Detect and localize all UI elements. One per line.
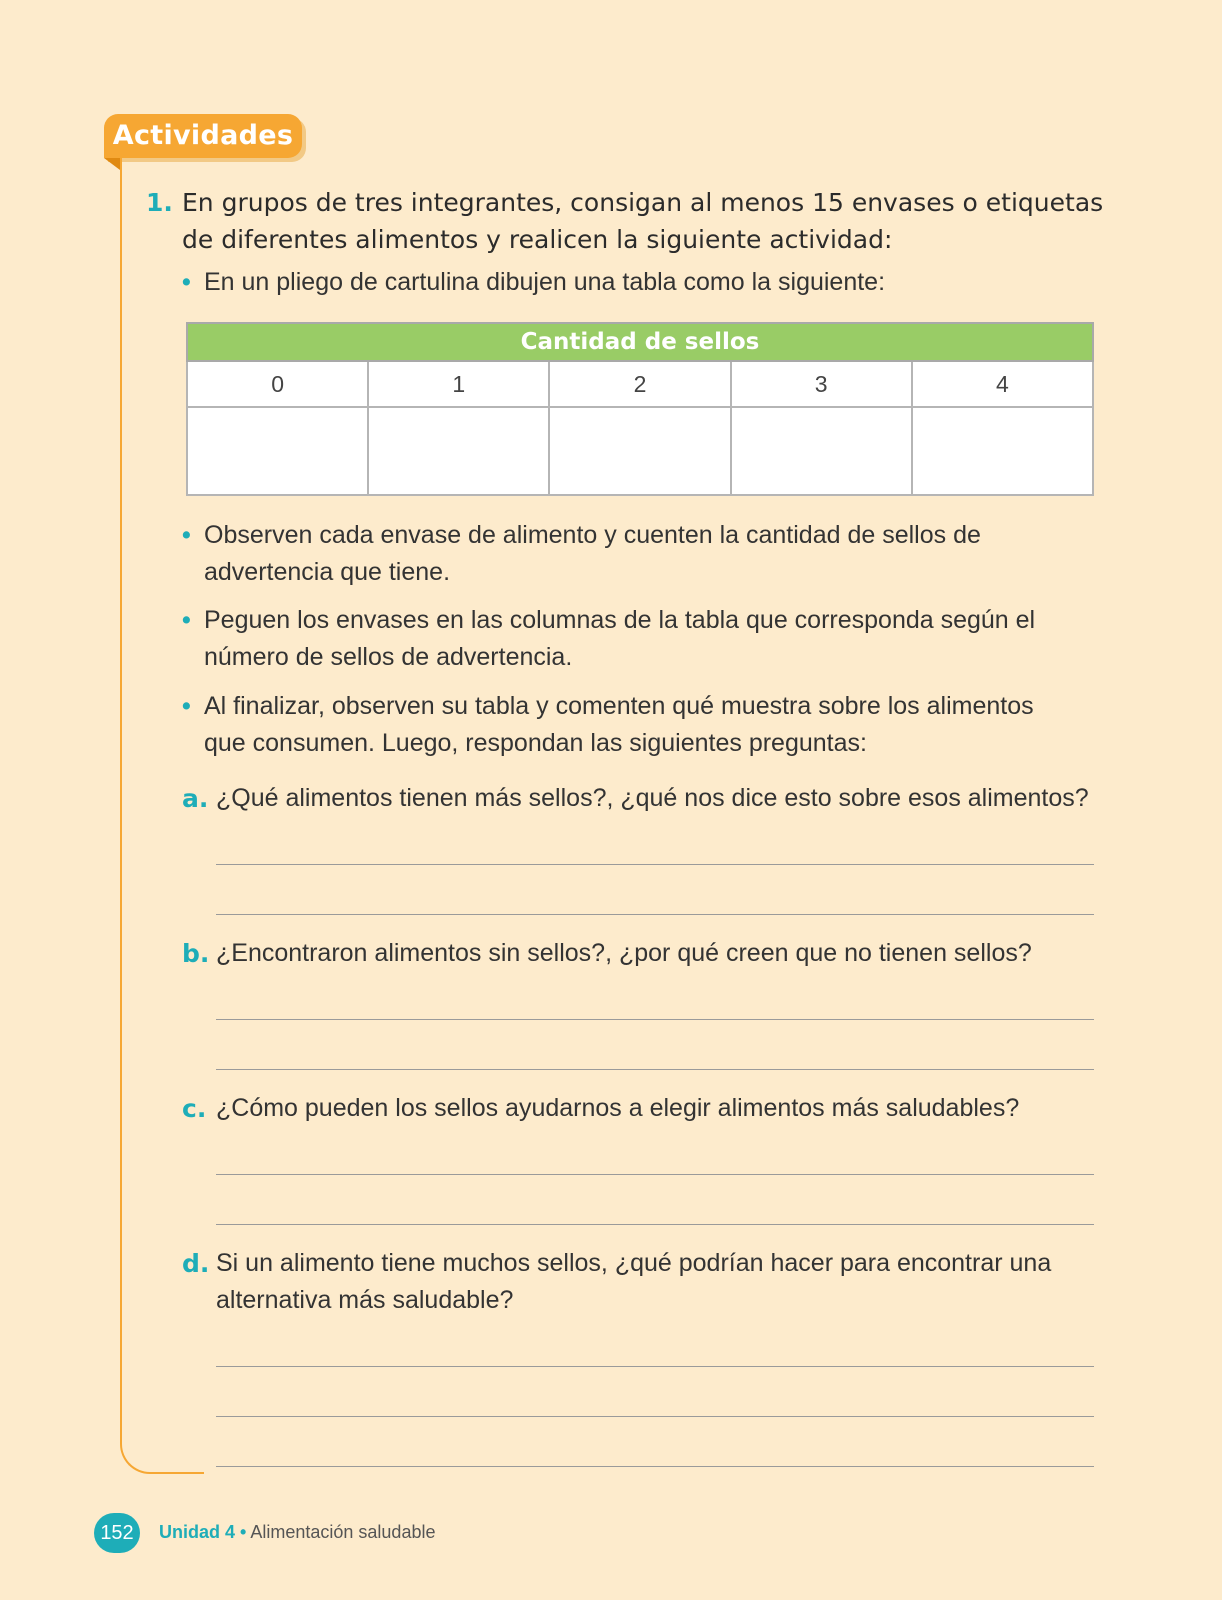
table-row [187, 407, 1093, 495]
subquestion-letter: a. [182, 784, 209, 813]
bullet-item [182, 517, 1082, 591]
bullet-dot-icon: • [182, 521, 191, 549]
bullet-item [182, 602, 1082, 676]
bullet-dot-icon: • [182, 692, 191, 720]
subquestion-b [182, 935, 1102, 972]
activities-tab-label: Actividades [104, 114, 302, 158]
table-column-label: 4 [912, 361, 1093, 407]
subquestion-text: ¿Qué alimentos tienen más sellos?, ¿qué nos dice esto sobre esos alimentos? [216, 784, 1089, 812]
table-column-label: 3 [731, 361, 912, 407]
subquestion-letter: b. [182, 939, 210, 968]
table-empty-cell [368, 407, 549, 495]
answer-line-b-1[interactable] [216, 1019, 1094, 1020]
subquestion-a [182, 780, 1102, 817]
answer-line-a-2[interactable] [216, 914, 1094, 915]
bullet-item [182, 688, 1082, 762]
bullet-text: Observen cada envase de alimento y cuenten la cantidad de sellos de advertencia que tiene. [204, 521, 981, 586]
bullet-text: En un pliego de cartulina dibujen una tabla como la siguiente: [204, 268, 886, 296]
answer-line-a-1[interactable] [216, 864, 1094, 865]
table-empty-cell [912, 407, 1093, 495]
question-1-number: 1. [146, 188, 173, 217]
bullet-text: Peguen los envases en las columnas de la tabla que corresponda según el número de sellos de advertencia. [204, 606, 1036, 671]
page-number-badge: 152 [94, 1513, 140, 1553]
subquestion-letter: c. [182, 1094, 207, 1123]
subquestion-c [182, 1090, 1102, 1127]
footer-unit-info [159, 1522, 435, 1543]
bullet-dot-icon: • [182, 268, 191, 296]
activities-tab-fold [104, 158, 120, 170]
subquestion-text: ¿Encontraron alimentos sin sellos?, ¿por qué creen que no tienen sellos? [216, 939, 1032, 967]
answer-line-c-1[interactable] [216, 1174, 1094, 1175]
table-row [187, 361, 1093, 407]
footer-unit: Unidad 4 [159, 1522, 236, 1542]
subquestion-letter: d. [182, 1249, 210, 1278]
table-empty-cell [731, 407, 912, 495]
answer-line-d-1[interactable] [216, 1366, 1094, 1367]
question-1-text: En grupos de tres integrantes, consigan al menos 15 envases o etiquetas de diferentes alimentos y realicen la siguiente actividad: [182, 188, 1104, 254]
question-1 [146, 184, 1106, 258]
activities-tab [104, 114, 302, 158]
answer-line-c-2[interactable] [216, 1224, 1094, 1225]
table-empty-cell [549, 407, 730, 495]
table-column-label: 1 [368, 361, 549, 407]
subquestion-text: ¿Cómo pueden los sellos ayudarnos a elegir alimentos más saludables? [216, 1094, 1020, 1122]
answer-line-b-2[interactable] [216, 1069, 1094, 1070]
bullet-text: Al finalizar, observen su tabla y comenten qué muestra sobre los alimentos que consumen. Luego, respondan las siguientes preguntas: [204, 692, 1034, 757]
subquestion-text: Si un alimento tiene muchos sellos, ¿qué podrían hacer para encontrar una alternativa más saludable? [216, 1249, 1052, 1314]
table-empty-cell [187, 407, 368, 495]
answer-line-d-2[interactable] [216, 1416, 1094, 1417]
footer-separator: • [240, 1522, 247, 1542]
answer-line-d-3[interactable] [216, 1466, 1094, 1467]
subquestion-d [182, 1245, 1102, 1319]
table-column-label: 2 [549, 361, 730, 407]
seal-count-table [186, 322, 1094, 496]
bullet-item [182, 264, 1082, 301]
table-header: Cantidad de sellos [187, 323, 1093, 361]
footer-topic: Alimentación saludable [250, 1522, 436, 1542]
table-column-label: 0 [187, 361, 368, 407]
bullet-dot-icon: • [182, 606, 191, 634]
